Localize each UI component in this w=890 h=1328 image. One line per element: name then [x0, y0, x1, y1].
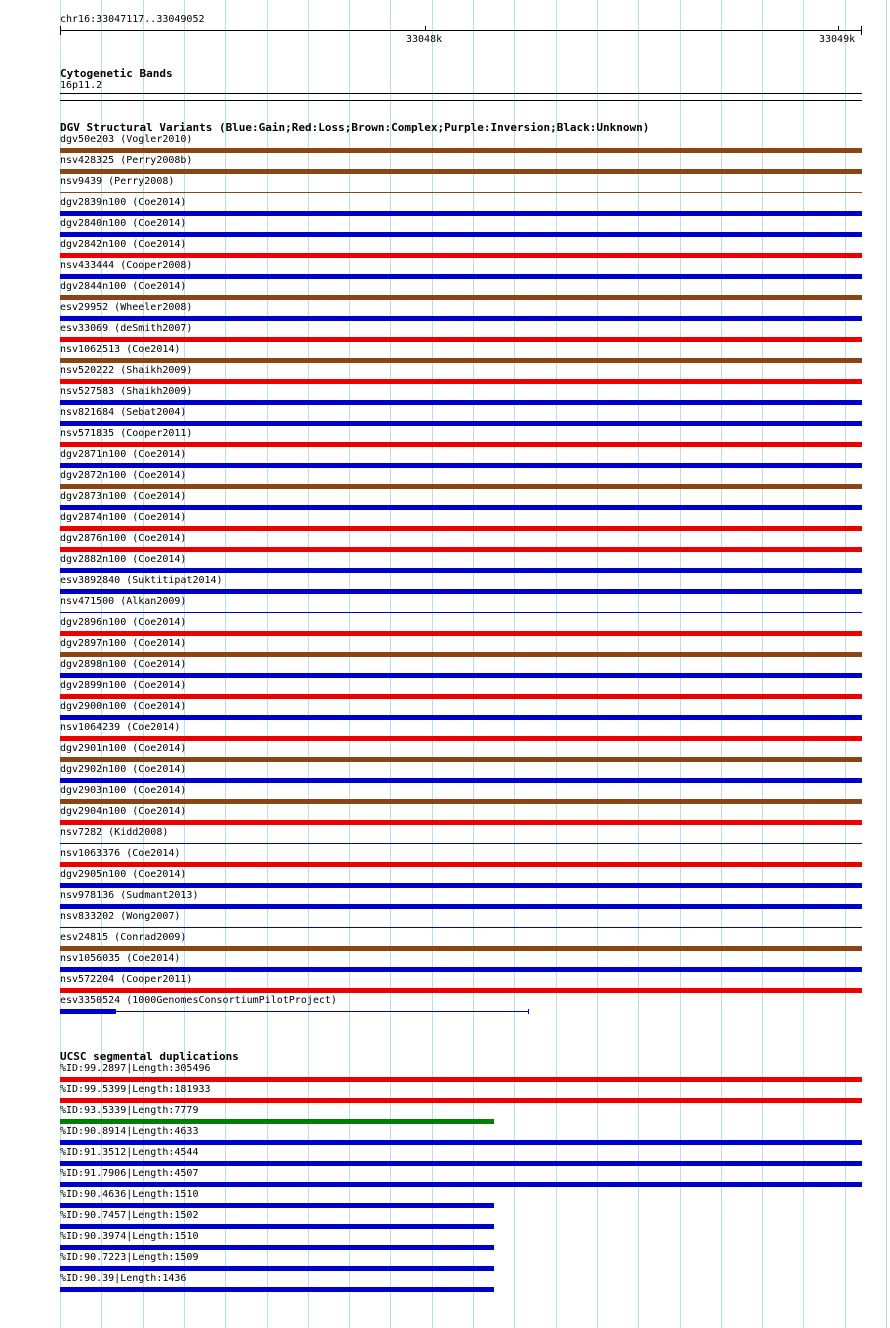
variant-bar[interactable]	[60, 442, 862, 447]
variant-bar[interactable]	[60, 274, 862, 279]
variant-bar[interactable]	[60, 295, 862, 300]
segdup-bar[interactable]	[60, 1203, 494, 1208]
variant-label[interactable]: nsv821684 (Sebat2004)	[60, 407, 187, 418]
segdup-label[interactable]: %ID:90.7457|Length:1502	[60, 1210, 199, 1221]
segdup-label[interactable]: %ID:90.4636|Length:1510	[60, 1189, 199, 1200]
grid-line	[267, 0, 268, 1328]
variant-bar[interactable]	[60, 820, 862, 825]
variant-label[interactable]: nsv978136 (Sudmant2013)	[60, 890, 199, 901]
variant-label[interactable]: nsv527583 (Shaikh2009)	[60, 386, 193, 397]
segdup-bar[interactable]	[60, 1161, 862, 1166]
segdup-label[interactable]: %ID:90.39|Length:1436	[60, 1273, 187, 1284]
cytoband-track-title[interactable]: Cytogenetic Bands	[60, 67, 173, 80]
variant-label[interactable]: dgv2842n100 (Coe2014)	[60, 239, 187, 250]
segdup-track-title[interactable]: UCSC segmental duplications	[60, 1050, 239, 1063]
segdup-bar[interactable]	[60, 1182, 862, 1187]
variant-label[interactable]: nsv520222 (Shaikh2009)	[60, 365, 193, 376]
dgv-track-title[interactable]: DGV Structural Variants (Blue:Gain;Red:Loss;Brown:Complex;Purple:Inversion;Black:Unknown)	[60, 121, 650, 134]
segdup-label[interactable]: %ID:91.7906|Length:4507	[60, 1168, 199, 1179]
variant-label[interactable]: nsv1064239 (Coe2014)	[60, 722, 181, 733]
variant-bar[interactable]	[60, 337, 862, 342]
cytoband-label[interactable]: 16p11.2	[60, 80, 103, 91]
variant-bar[interactable]	[60, 232, 862, 237]
segdup-label[interactable]: %ID:99.5399|Length:181933	[60, 1084, 211, 1095]
variant-label[interactable]: nsv9439 (Perry2008)	[60, 176, 175, 187]
grid-line	[432, 0, 433, 1328]
variant-label[interactable]: dgv2901n100 (Coe2014)	[60, 743, 187, 754]
variant-label[interactable]: dgv2876n100 (Coe2014)	[60, 533, 187, 544]
grid-line	[845, 0, 846, 1328]
grid-line	[225, 0, 226, 1328]
cytoband-bar-top	[60, 93, 862, 94]
ruler-tick-label: 33048k	[406, 34, 443, 45]
grid-line	[349, 0, 350, 1328]
variant-bar[interactable]	[60, 169, 862, 174]
variant-label[interactable]: nsv571835 (Cooper2011)	[60, 428, 193, 439]
variant-label[interactable]: dgv2904n100 (Coe2014)	[60, 806, 187, 817]
variant-label[interactable]: dgv50e203 (Vogler2010)	[60, 134, 193, 145]
variant-bar[interactable]	[60, 883, 862, 888]
variant-label[interactable]: dgv2897n100 (Coe2014)	[60, 638, 187, 649]
variant-label[interactable]: dgv2872n100 (Coe2014)	[60, 470, 187, 481]
ruler-tick	[838, 26, 839, 31]
cytoband-bar-bottom	[60, 100, 862, 101]
variant-label[interactable]: dgv2898n100 (Coe2014)	[60, 659, 187, 670]
variant-label[interactable]: nsv833202 (Wong2007)	[60, 911, 181, 922]
segdup-label[interactable]: %ID:99.2897|Length:305496	[60, 1063, 211, 1074]
segdup-bar[interactable]	[60, 1287, 494, 1292]
variant-bar[interactable]	[60, 631, 862, 636]
ruler	[0, 0, 890, 50]
variant-label[interactable]: nsv471500 (Alkan2009)	[60, 596, 187, 607]
grid-line	[597, 0, 598, 1328]
segdup-bar[interactable]	[60, 1140, 862, 1145]
variant-bar[interactable]	[60, 904, 862, 909]
variant-label[interactable]: nsv1056035 (Coe2014)	[60, 953, 181, 964]
grid-line	[390, 0, 391, 1328]
variant-label[interactable]: nsv7282 (Kidd2008)	[60, 827, 169, 838]
grid-line	[556, 0, 557, 1328]
variant-bar[interactable]	[60, 253, 862, 258]
variant-bar[interactable]	[60, 526, 862, 531]
variant-label[interactable]: dgv2903n100 (Coe2014)	[60, 785, 187, 796]
variant-bar[interactable]	[60, 484, 862, 489]
variant-label[interactable]: esv24815 (Conrad2009)	[60, 932, 187, 943]
variant-label[interactable]: dgv2882n100 (Coe2014)	[60, 554, 187, 565]
grid-line	[886, 0, 887, 1328]
variant-label[interactable]: esv3350524 (1000GenomesConsortiumPilotProject)	[60, 995, 337, 1006]
variant-label[interactable]: nsv572204 (Cooper2011)	[60, 974, 193, 985]
segdup-bar[interactable]	[60, 1266, 494, 1271]
variant-connector	[116, 1011, 529, 1012]
variant-bar[interactable]	[60, 358, 862, 363]
variant-bar[interactable]	[60, 379, 862, 384]
variant-bar[interactable]	[60, 421, 862, 426]
variant-bar[interactable]	[60, 967, 862, 972]
segdup-bar[interactable]	[60, 1077, 862, 1082]
ruler-left-cap	[60, 26, 61, 35]
grid-line	[308, 0, 309, 1328]
variant-bar[interactable]	[60, 612, 862, 613]
variant-label[interactable]: nsv1063376 (Coe2014)	[60, 848, 181, 859]
grid-line	[721, 0, 722, 1328]
segdup-label[interactable]: %ID:90.7223|Length:1509	[60, 1252, 199, 1263]
segdup-label[interactable]: %ID:91.3512|Length:4544	[60, 1147, 199, 1158]
variant-label[interactable]: dgv2896n100 (Coe2014)	[60, 617, 187, 628]
ruler-right-cap	[861, 26, 862, 35]
segdup-label[interactable]: %ID:90.8914|Length:4633	[60, 1126, 199, 1137]
variant-bar[interactable]	[60, 843, 862, 844]
segdup-bar[interactable]	[60, 1098, 862, 1103]
variant-bar[interactable]	[60, 988, 862, 993]
variant-label[interactable]: dgv2873n100 (Coe2014)	[60, 491, 187, 502]
grid-line	[762, 0, 763, 1328]
variant-label[interactable]: dgv2900n100 (Coe2014)	[60, 701, 187, 712]
segdup-bar[interactable]	[60, 1119, 494, 1124]
grid-line	[473, 0, 474, 1328]
grid-line	[638, 0, 639, 1328]
variant-label[interactable]: dgv2840n100 (Coe2014)	[60, 218, 187, 229]
variant-label[interactable]: dgv2905n100 (Coe2014)	[60, 869, 187, 880]
variant-bar[interactable]	[60, 505, 862, 510]
grid-line	[803, 0, 804, 1328]
variant-bar[interactable]	[60, 673, 862, 678]
variant-bar[interactable]	[60, 316, 862, 321]
segdup-label[interactable]: %ID:93.5339|Length:7779	[60, 1105, 199, 1116]
grid-line	[514, 0, 515, 1328]
variant-bar[interactable]	[60, 463, 862, 468]
grid-line	[680, 0, 681, 1328]
variant-bar[interactable]	[60, 736, 862, 741]
variant-bar[interactable]	[60, 1009, 116, 1014]
variant-bar[interactable]	[60, 799, 862, 804]
variant-label[interactable]: dgv2839n100 (Coe2014)	[60, 197, 187, 208]
segdup-bar[interactable]	[60, 1245, 494, 1250]
ruler-axis	[60, 30, 861, 31]
variant-label[interactable]: esv3892840 (Suktitipat2014)	[60, 575, 223, 586]
variant-bar[interactable]	[60, 211, 862, 216]
variant-label[interactable]: dgv2874n100 (Coe2014)	[60, 512, 187, 523]
variant-bar[interactable]	[60, 715, 862, 720]
variant-bar[interactable]	[60, 946, 862, 951]
variant-label[interactable]: nsv1062513 (Coe2014)	[60, 344, 181, 355]
variant-bar[interactable]	[60, 547, 862, 552]
segdup-label[interactable]: %ID:90.3974|Length:1510	[60, 1231, 199, 1242]
variant-label[interactable]: dgv2871n100 (Coe2014)	[60, 449, 187, 460]
variant-bar[interactable]	[60, 192, 862, 193]
variant-bar[interactable]	[60, 589, 862, 594]
segdup-bar[interactable]	[60, 1224, 494, 1229]
variant-label[interactable]: nsv433444 (Cooper2008)	[60, 260, 193, 271]
variant-bar[interactable]	[60, 652, 862, 657]
variant-bar[interactable]	[60, 927, 862, 928]
variant-label[interactable]: dgv2844n100 (Coe2014)	[60, 281, 187, 292]
variant-bar[interactable]	[60, 400, 862, 405]
ruler-title: chr16:33047117..33049052	[60, 14, 205, 25]
variant-bar[interactable]	[60, 148, 862, 153]
variant-bar[interactable]	[60, 694, 862, 699]
variant-bar[interactable]	[60, 862, 862, 867]
variant-bar[interactable]	[60, 778, 862, 783]
variant-label[interactable]: esv33069 (deSmith2007)	[60, 323, 193, 334]
variant-label[interactable]: dgv2899n100 (Coe2014)	[60, 680, 187, 691]
ruler-tick	[425, 26, 426, 31]
variant-label[interactable]: esv29952 (Wheeler2008)	[60, 302, 193, 313]
ruler-tick-label: 33049k	[819, 34, 856, 45]
variant-label[interactable]: dgv2902n100 (Coe2014)	[60, 764, 187, 775]
variant-label[interactable]: nsv428325 (Perry2008b)	[60, 155, 193, 166]
variant-bar[interactable]	[60, 757, 862, 762]
variant-end-cap	[528, 1009, 529, 1014]
variant-bar[interactable]	[60, 568, 862, 573]
